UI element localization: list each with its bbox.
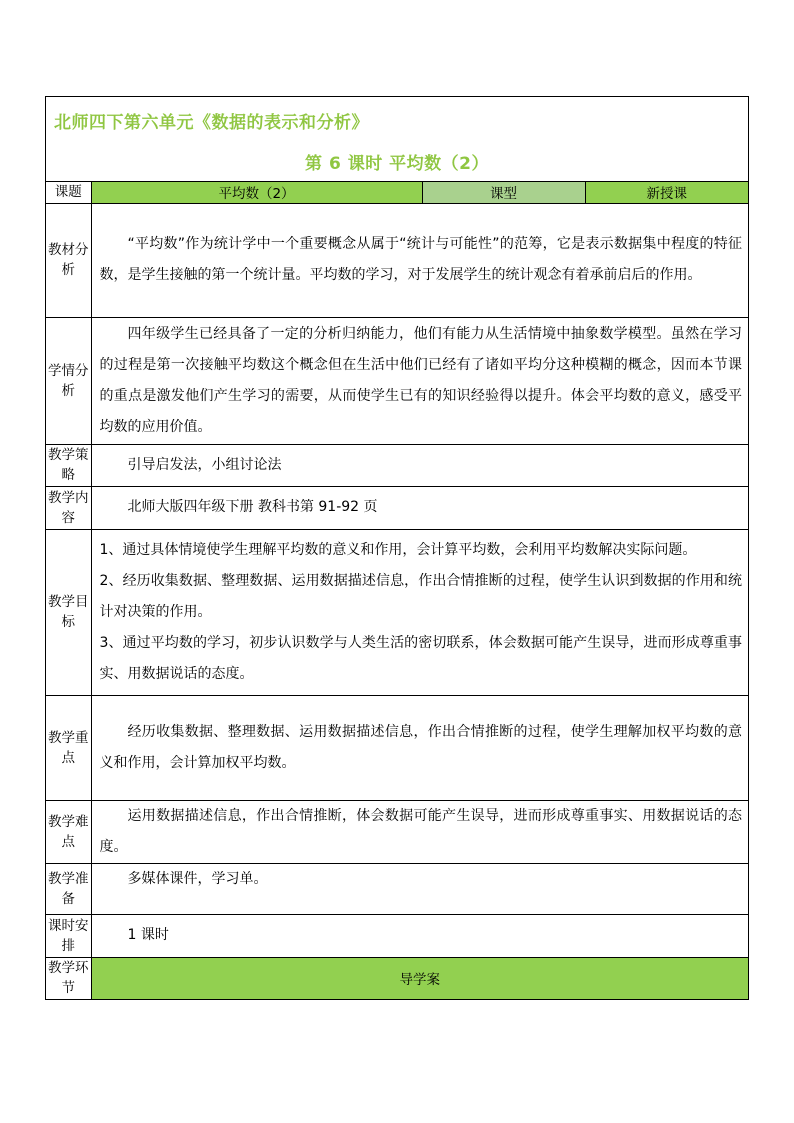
schedule-label: 课时安排	[46, 914, 91, 957]
prep-row	[46, 863, 748, 914]
info-row	[46, 182, 748, 203]
material-label: 教材分析	[46, 203, 91, 317]
strategy-row	[46, 444, 748, 486]
key-text: 经历收集数据、整理数据、运用数据描述信息，作出合情推断的过程，使学生理解加权平均数的意义和作用，会计算加权平均数。	[91, 695, 748, 800]
lesson-plan-sheet	[45, 96, 749, 1000]
difficulty-text: 运用数据描述信息，作出合情推断，体会数据可能产生误导，进而形成尊重事实、用数据说话的态度。	[91, 800, 748, 863]
content-label: 教学内容	[46, 486, 91, 529]
topic-label: 课题	[46, 182, 91, 203]
process-row	[46, 957, 748, 999]
key-label: 教学重点	[46, 695, 91, 800]
goals-cell	[91, 529, 748, 695]
student-label: 学情分析	[46, 317, 91, 444]
schedule-row	[46, 914, 748, 957]
difficulty-label: 教学难点	[46, 800, 91, 863]
prep-label: 教学准备	[46, 863, 91, 914]
type-value: 新授课	[585, 182, 748, 203]
strategy-label: 教学策略	[46, 444, 91, 486]
process-label: 教学环节	[46, 957, 91, 999]
student-row	[46, 317, 748, 444]
content-row	[46, 486, 748, 529]
prep-text: 多媒体课件，学习单。	[91, 863, 748, 914]
lesson-title: 第 6 课时 平均数（2）	[305, 154, 489, 174]
schedule-text: 1 课时	[91, 914, 748, 957]
key-row	[46, 695, 748, 800]
title-block	[46, 97, 748, 182]
goal-item: 1、通过具体情境使学生理解平均数的意义和作用，会计算平均数，会利用平均数解决实际问题。	[99, 541, 697, 558]
lesson-plan-table	[46, 182, 748, 999]
material-text: “平均数”作为统计学中一个重要概念从属于“统计与可能性”的范筹，它是表示数据集中程度的特征数，是学生接触的第一个统计量。平均数的学习，对于发展学生的统计观念有着承前启后的作用。	[91, 203, 748, 317]
topic-value: 平均数（2）	[91, 182, 422, 203]
content-text: 北师大版四年级下册 教科书第 91-92 页	[91, 486, 748, 529]
material-row	[46, 203, 748, 317]
goals-row	[46, 529, 748, 695]
process-text: 导学案	[91, 957, 748, 999]
difficulty-row	[46, 800, 748, 863]
student-text: 四年级学生已经具备了一定的分析归纳能力，他们有能力从生活情境中抽象数学模型。虽然在学习的过程是第一次接触平均数这个概念但在生活中他们已经有了诸如平均分这种模糊的概念，因而本节课的重点是激发他们产生学习的需要，从而使学生已有的知识经验得以提升。体会平均数的意义，感受平均数的应用价值。	[91, 317, 748, 444]
unit-title: 北师四下第六单元《数据的表示和分析》	[54, 113, 369, 133]
type-label: 课型	[422, 182, 585, 203]
strategy-text: 引导启发法，小组讨论法	[91, 444, 748, 486]
goal-item: 2、经历收集数据、整理数据、运用数据描述信息，作出合情推断的过程，使学生认识到数据的作用和统计对决策的作用。	[99, 572, 742, 620]
goal-item: 3、通过平均数的学习，初步认识数学与人类生活的密切联系，体会数据可能产生误导，进而形成尊重事实、用数据说话的态度。	[99, 634, 742, 682]
goals-label: 教学目标	[46, 529, 91, 695]
